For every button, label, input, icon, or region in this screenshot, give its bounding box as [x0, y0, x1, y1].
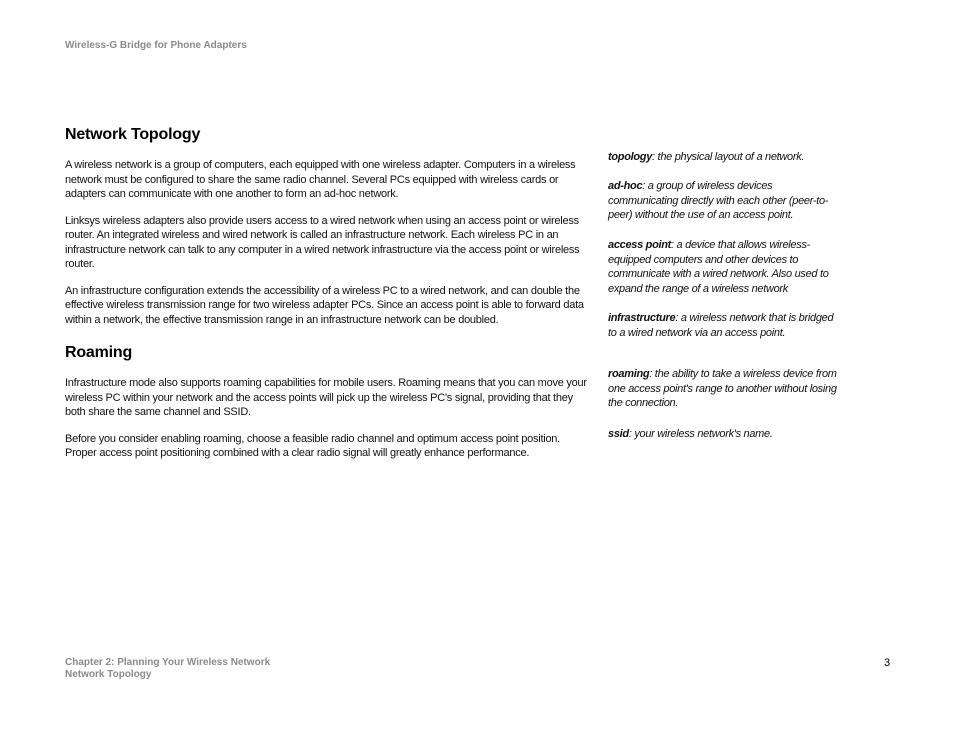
section-title-network-topology: Network Topology	[65, 126, 201, 143]
paragraph: An infrastructure configuration extends the accessibility of a wireless PC to a wired network, and can double the effective wireless transmission range for two wireless adapter PCs. Since an access point is able to forward data within a network, the effective transmission range in an infrastructure network can be doubled.	[65, 284, 584, 326]
glossary-entry-access-point	[608, 238, 840, 296]
glossary-definition: : a wireless network that is bridged to a wired network via an access point.	[608, 312, 834, 339]
glossary-entry-ad-hoc	[608, 179, 840, 223]
paragraph: Before you consider enabling roaming, choose a feasible radio channel and optimum access point position. Proper access point positioning combined with a clear radio signal will greatly enhance performance.	[65, 432, 560, 459]
glossary-definition: : the ability to take a wireless device from one access point's range to another without losing the connection.	[608, 368, 837, 409]
paragraph: Infrastructure mode also supports roaming capabilities for mobile users. Roaming means that you can move your wireless PC within your network and the access points will pick up the wireless PC's signal, providing that they both share the same channel and SSID.	[65, 377, 587, 418]
glossary-entry-infrastructure	[608, 311, 840, 340]
running-header: Wireless-G Bridge for Phone Adapters	[65, 40, 247, 51]
section-title-roaming: Roaming	[65, 344, 133, 361]
glossary-term: ad-hoc	[608, 180, 643, 192]
main-content	[65, 124, 587, 461]
paragraph: Linksys wireless adapters also provide users access to a wired network when using an access point or wireless router. An integrated wireless and wired network is called an infrastructure network. Each wireless PC in an infrastructure network can talk to any computer in a wired network infrastructure via the access point or wireless router.	[65, 214, 580, 270]
glossary-term: topology	[608, 151, 653, 163]
glossary-term: access point	[608, 239, 672, 251]
glossary-entry-roaming	[608, 367, 840, 411]
paragraph: A wireless network is a group of computers, each equipped with one wireless adapter. Computers in a wireless network must be configured to share the same radio channel. Several PCs equipped with wireless cards or adapters can communicate with one another to form an ad-hoc network.	[65, 159, 576, 200]
glossary-definition: : a device that allows wireless-equipped computers and other devices to communicate with a wired network. Also used to expand the range of a wireless network	[608, 239, 829, 295]
glossary-definition: : your wireless network's name.	[628, 428, 773, 440]
page-number: 3	[884, 657, 891, 669]
glossary-entry-ssid	[608, 427, 840, 442]
glossary-term: infrastructure	[608, 312, 676, 324]
footer-chapter: Chapter 2: Planning Your Wireless Network	[65, 657, 271, 668]
glossary-term: roaming	[608, 368, 650, 380]
footer-section: Network Topology	[65, 669, 152, 680]
footer	[65, 657, 270, 681]
glossary-definition: : the physical layout of a network.	[652, 151, 805, 163]
glossary-entry-topology	[608, 150, 840, 165]
glossary-definition: : a group of wireless devices communicating directly with each other (peer-to-peer) without the use of an access point.	[608, 180, 829, 221]
glossary-term: ssid	[608, 428, 629, 440]
